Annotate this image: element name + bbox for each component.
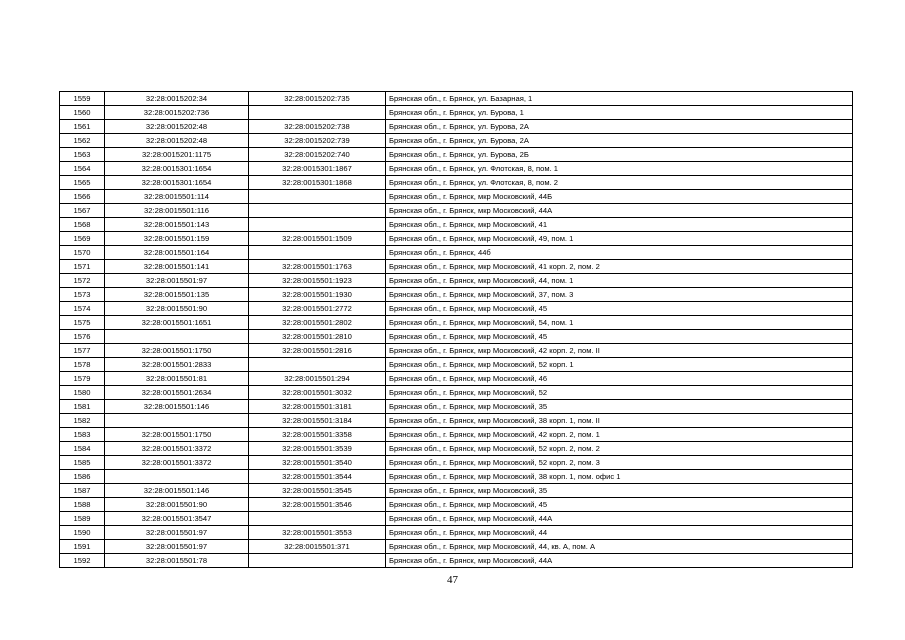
premises-cadastral-number-cell: [249, 246, 386, 260]
row-number-cell: 1572: [60, 274, 105, 288]
cadastral-number-cell: 32:28:0015501:1651: [105, 316, 249, 330]
address-cell: Брянская обл., г. Брянск, ул. Флотская, 8, пом. 2: [386, 176, 853, 190]
address-cell: Брянская обл., г. Брянск, мкр Московский, 44А: [386, 512, 853, 526]
cadastral-number-cell: 32:28:0015501:3372: [105, 442, 249, 456]
table-row: [60, 148, 853, 162]
premises-cadastral-number-cell: 32:28:0015202:739: [249, 134, 386, 148]
table-row: [60, 428, 853, 442]
cadastral-number-cell: 32:28:0015501:90: [105, 498, 249, 512]
address-cell: Брянская обл., г. Брянск, ул. Флотская, 8, пом. 1: [386, 162, 853, 176]
table-row: [60, 456, 853, 470]
row-number-cell: 1581: [60, 400, 105, 414]
table-row: [60, 526, 853, 540]
table-row: [60, 330, 853, 344]
cadastral-number-cell: 32:28:0015501:3372: [105, 456, 249, 470]
table-row: [60, 386, 853, 400]
row-number-cell: 1569: [60, 232, 105, 246]
table-row: [60, 512, 853, 526]
cadastral-number-cell: 32:28:0015501:1750: [105, 344, 249, 358]
cadastral-number-cell: 32:28:0015501:2833: [105, 358, 249, 372]
row-number-cell: 1563: [60, 148, 105, 162]
cadastral-number-cell: 32:28:0015501:97: [105, 540, 249, 554]
address-cell: Брянская обл., г. Брянск, мкр Московский, 44Б: [386, 190, 853, 204]
cadastral-number-cell: 32:28:0015501:97: [105, 526, 249, 540]
cadastral-number-cell: 32:28:0015301:1654: [105, 176, 249, 190]
premises-cadastral-number-cell: [249, 204, 386, 218]
address-cell: Брянская обл., г. Брянск, мкр Московский, 41 корп. 2, пом. 2: [386, 260, 853, 274]
table-row: [60, 260, 853, 274]
row-number-cell: 1586: [60, 470, 105, 484]
address-cell: Брянская обл., г. Брянск, мкр Московский, 38 корп. 1, пом. II: [386, 414, 853, 428]
address-cell: Брянская обл., г. Брянск, мкр Московский, 35: [386, 484, 853, 498]
premises-cadastral-number-cell: 32:28:0015501:3184: [249, 414, 386, 428]
premises-cadastral-number-cell: 32:28:0015202:738: [249, 120, 386, 134]
premises-cadastral-number-cell: 32:28:0015501:3181: [249, 400, 386, 414]
table-row: [60, 442, 853, 456]
row-number-cell: 1592: [60, 554, 105, 568]
row-number-cell: 1578: [60, 358, 105, 372]
cadastral-number-cell: 32:28:0015501:146: [105, 400, 249, 414]
cadastral-number-cell: 32:28:0015501:81: [105, 372, 249, 386]
table-row: [60, 484, 853, 498]
address-cell: Брянская обл., г. Брянск, мкр Московский, 44, пом. 1: [386, 274, 853, 288]
cadastral-number-cell: 32:28:0015202:48: [105, 120, 249, 134]
row-number-cell: 1565: [60, 176, 105, 190]
row-number-cell: 1566: [60, 190, 105, 204]
row-number-cell: 1580: [60, 386, 105, 400]
cadastral-number-cell: 32:28:0015202:34: [105, 92, 249, 106]
address-cell: Брянская обл., г. Брянск, мкр Московский, 45: [386, 330, 853, 344]
premises-cadastral-number-cell: 32:28:0015501:1923: [249, 274, 386, 288]
row-number-cell: 1587: [60, 484, 105, 498]
table-row: [60, 400, 853, 414]
cadastral-number-cell: 32:28:0015501:90: [105, 302, 249, 316]
premises-cadastral-number-cell: 32:28:0015202:735: [249, 92, 386, 106]
address-cell: Брянская обл., г. Брянск, мкр Московский, 37, пом. 3: [386, 288, 853, 302]
address-cell: Брянская обл., г. Брянск, ул. Бурова, 2А: [386, 134, 853, 148]
row-number-cell: 1570: [60, 246, 105, 260]
row-number-cell: 1589: [60, 512, 105, 526]
address-cell: Брянская обл., г. Брянск, ул. Бурова, 1: [386, 106, 853, 120]
table-row: [60, 414, 853, 428]
table-row: [60, 92, 853, 106]
address-cell: Брянская обл., г. Брянск, мкр Московский, 54, пом. 1: [386, 316, 853, 330]
row-number-cell: 1564: [60, 162, 105, 176]
row-number-cell: 1571: [60, 260, 105, 274]
address-cell: Брянская обл., г. Брянск, мкр Московский, 49, пом. 1: [386, 232, 853, 246]
premises-cadastral-number-cell: 32:28:0015501:2816: [249, 344, 386, 358]
row-number-cell: 1567: [60, 204, 105, 218]
address-cell: Брянская обл., г. Брянск, мкр Московский, 52 корп. 2, пом. 2: [386, 442, 853, 456]
table-body: [60, 92, 853, 568]
premises-cadastral-number-cell: 32:28:0015501:3545: [249, 484, 386, 498]
address-cell: Брянская обл., г. Брянск, мкр Московский, 45: [386, 498, 853, 512]
table-row: [60, 106, 853, 120]
premises-cadastral-number-cell: 32:28:0015202:740: [249, 148, 386, 162]
row-number-cell: 1583: [60, 428, 105, 442]
row-number-cell: 1574: [60, 302, 105, 316]
cadastral-number-cell: [105, 470, 249, 484]
premises-cadastral-number-cell: [249, 554, 386, 568]
table-row: [60, 470, 853, 484]
cadastral-number-cell: 32:28:0015202:48: [105, 134, 249, 148]
cadastral-number-cell: 32:28:0015501:146: [105, 484, 249, 498]
table-row: [60, 372, 853, 386]
address-cell: Брянская обл., г. Брянск, мкр Московский, 38 корп. 1, пом. офис 1: [386, 470, 853, 484]
premises-cadastral-number-cell: 32:28:0015501:2810: [249, 330, 386, 344]
table-row: [60, 540, 853, 554]
row-number-cell: 1584: [60, 442, 105, 456]
premises-cadastral-number-cell: [249, 358, 386, 372]
cadastral-number-cell: 32:28:0015202:736: [105, 106, 249, 120]
row-number-cell: 1590: [60, 526, 105, 540]
row-number-cell: 1568: [60, 218, 105, 232]
table-row: [60, 120, 853, 134]
address-cell: Брянская обл., г. Брянск, мкр Московский, 46: [386, 372, 853, 386]
address-cell: Брянская обл., г. Брянск, мкр Московский, 44, кв. А, пом. А: [386, 540, 853, 554]
premises-cadastral-number-cell: 32:28:0015501:3553: [249, 526, 386, 540]
premises-cadastral-number-cell: 32:28:0015501:1509: [249, 232, 386, 246]
row-number-cell: 1576: [60, 330, 105, 344]
premises-cadastral-number-cell: 32:28:0015501:3539: [249, 442, 386, 456]
row-number-cell: 1588: [60, 498, 105, 512]
address-cell: Брянская обл., г. Брянск, мкр Московский, 52 корп. 2, пом. 3: [386, 456, 853, 470]
premises-cadastral-number-cell: [249, 512, 386, 526]
cadastral-number-cell: [105, 330, 249, 344]
premises-cadastral-number-cell: [249, 190, 386, 204]
cadastral-number-cell: 32:28:0015501:97: [105, 274, 249, 288]
premises-cadastral-number-cell: [249, 106, 386, 120]
table-row: [60, 344, 853, 358]
row-number-cell: 1591: [60, 540, 105, 554]
cadastral-number-cell: 32:28:0015501:141: [105, 260, 249, 274]
cadastral-number-cell: 32:28:0015201:1175: [105, 148, 249, 162]
premises-cadastral-number-cell: 32:28:0015501:1930: [249, 288, 386, 302]
table-row: [60, 218, 853, 232]
address-cell: Брянская обл., г. Брянск, мкр Московский, 41: [386, 218, 853, 232]
cadastral-number-cell: 32:28:0015501:159: [105, 232, 249, 246]
table-row: [60, 176, 853, 190]
cadastral-number-cell: 32:28:0015501:1750: [105, 428, 249, 442]
table-row: [60, 554, 853, 568]
address-cell: Брянская обл., г. Брянск, ул. Базарная, 1: [386, 92, 853, 106]
row-number-cell: 1559: [60, 92, 105, 106]
table-row: [60, 204, 853, 218]
address-cell: Брянская обл., г. Брянск, мкр Московский, 42 корп. 2, пом. II: [386, 344, 853, 358]
premises-cadastral-number-cell: 32:28:0015501:294: [249, 372, 386, 386]
premises-cadastral-number-cell: 32:28:0015501:3032: [249, 386, 386, 400]
table-row: [60, 162, 853, 176]
cadastral-number-cell: [105, 414, 249, 428]
table-row: [60, 498, 853, 512]
premises-cadastral-number-cell: 32:28:0015501:3544: [249, 470, 386, 484]
premises-cadastral-number-cell: 32:28:0015301:1868: [249, 176, 386, 190]
cadastral-number-cell: 32:28:0015501:114: [105, 190, 249, 204]
premises-cadastral-number-cell: 32:28:0015501:2802: [249, 316, 386, 330]
premises-cadastral-number-cell: 32:28:0015501:3546: [249, 498, 386, 512]
address-cell: Брянская обл., г. Брянск, ул. Бурова, 2Б: [386, 148, 853, 162]
row-number-cell: 1582: [60, 414, 105, 428]
address-cell: Брянская обл., г. Брянск, мкр Московский, 52 корп. 1: [386, 358, 853, 372]
premises-cadastral-number-cell: 32:28:0015501:3540: [249, 456, 386, 470]
table-row: [60, 288, 853, 302]
address-cell: Брянская обл., г. Брянск, ул. Бурова, 2А: [386, 120, 853, 134]
address-cell: Брянская обл., г. Брянск, мкр Московский, 44А: [386, 554, 853, 568]
table-row: [60, 316, 853, 330]
premises-cadastral-number-cell: 32:28:0015501:371: [249, 540, 386, 554]
premises-cadastral-number-cell: 32:28:0015501:1763: [249, 260, 386, 274]
row-number-cell: 1577: [60, 344, 105, 358]
row-number-cell: 1579: [60, 372, 105, 386]
table-row: [60, 232, 853, 246]
row-number-cell: 1573: [60, 288, 105, 302]
row-number-cell: 1575: [60, 316, 105, 330]
cadastral-number-cell: 32:28:0015501:135: [105, 288, 249, 302]
table-row: [60, 358, 853, 372]
row-number-cell: 1561: [60, 120, 105, 134]
address-cell: Брянская обл., г. Брянск, мкр Московский, 42 корп. 2, пом. 1: [386, 428, 853, 442]
table-row: [60, 190, 853, 204]
row-number-cell: 1560: [60, 106, 105, 120]
page-number: 47: [447, 574, 458, 586]
cadastral-number-cell: 32:28:0015501:143: [105, 218, 249, 232]
address-cell: Брянская обл., г. Брянск, мкр Московский, 45: [386, 302, 853, 316]
table-row: [60, 134, 853, 148]
property-register-table: [59, 91, 853, 568]
cadastral-number-cell: 32:28:0015501:164: [105, 246, 249, 260]
address-cell: Брянская обл., г. Брянск, мкр Московский, 44А: [386, 204, 853, 218]
address-cell: Брянская обл., г. Брянск, мкр Московский, 44: [386, 526, 853, 540]
premises-cadastral-number-cell: [249, 218, 386, 232]
premises-cadastral-number-cell: 32:28:0015501:2772: [249, 302, 386, 316]
address-cell: Брянская обл., г. Брянск, мкр Московский, 35: [386, 400, 853, 414]
cadastral-number-cell: 32:28:0015501:116: [105, 204, 249, 218]
cadastral-number-cell: 32:28:0015501:78: [105, 554, 249, 568]
cadastral-number-cell: 32:28:0015501:3547: [105, 512, 249, 526]
row-number-cell: 1585: [60, 456, 105, 470]
row-number-cell: 1562: [60, 134, 105, 148]
premises-cadastral-number-cell: 32:28:0015301:1867: [249, 162, 386, 176]
table-row: [60, 302, 853, 316]
address-cell: Брянская обл., г. Брянск, 44б: [386, 246, 853, 260]
cadastral-number-cell: 32:28:0015301:1654: [105, 162, 249, 176]
table-row: [60, 246, 853, 260]
premises-cadastral-number-cell: 32:28:0015501:3358: [249, 428, 386, 442]
cadastral-number-cell: 32:28:0015501:2634: [105, 386, 249, 400]
address-cell: Брянская обл., г. Брянск, мкр Московский, 52: [386, 386, 853, 400]
table-row: [60, 274, 853, 288]
